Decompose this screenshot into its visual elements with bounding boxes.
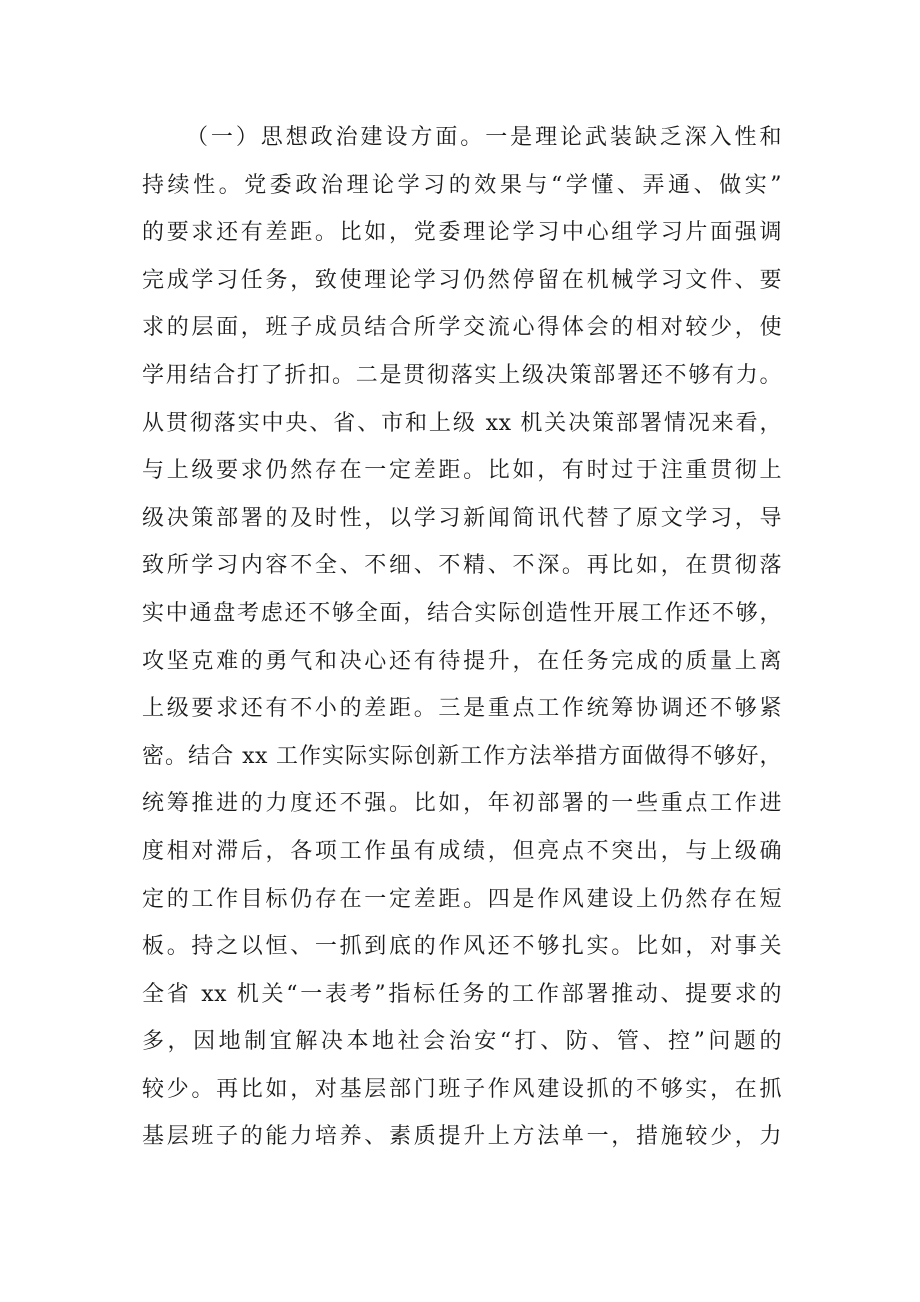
paragraph-line: 板。持之以恒、一抓到底的作风还不够扎实。比如，对事关 — [142, 934, 782, 960]
paragraph-line: 攻坚克难的勇气和决心还有待提升，在任务完成的质量上离 — [142, 648, 782, 674]
paragraph-line: 完成学习任务，致使理论学习仍然停留在机械学习文件、要 — [142, 267, 782, 293]
paragraph-line: 致所学习内容不全、不细、不精、不深。再比如，在贯彻落 — [142, 553, 782, 579]
paragraph-line: 从贯彻落实中央、省、市和上级 xx 机关决策部署情况来看， — [142, 410, 782, 436]
paragraph-line: 级决策部署的及时性，以学习新闻简讯代替了原文学习，导 — [142, 505, 782, 531]
paragraph-line: 的要求还有差距。比如，党委理论学习中心组学习片面强调 — [142, 220, 782, 246]
paragraph-line: 较少。再比如，对基层部门班子作风建设抓的不够实，在抓 — [142, 1076, 782, 1102]
paragraph-line: 多，因地制宜解决本地社会治安“打、防、管、控”问题的 — [142, 1029, 782, 1055]
paragraph-line: 学用结合打了折扣。二是贯彻落实上级决策部署还不够有力。 — [142, 362, 782, 388]
paragraph-line: 全省 xx 机关“一表考”指标任务的工作部署推动、提要求的 — [142, 981, 782, 1007]
paragraph-line: 求的层面，班子成员结合所学交流心得体会的相对较少，使 — [142, 315, 782, 341]
paragraph-line: 实中通盘考虑还不够全面，结合实际创造性开展工作还不够， — [142, 600, 782, 626]
paragraph-line: （一）思想政治建设方面。一是理论武装缺乏深入性和 — [186, 125, 782, 150]
paragraph-line: 统筹推进的力度还不强。比如，年初部署的一些重点工作进 — [142, 791, 782, 817]
paragraph-line: 上级要求还有不小的差距。三是重点工作统筹协调还不够紧 — [142, 696, 782, 722]
paragraph-line: 持续性。党委政治理论学习的效果与“学懂、弄通、做实” — [142, 172, 782, 198]
paragraph-line: 密。结合 xx 工作实际实际创新工作方法举措方面做得不够好， — [142, 743, 782, 769]
paragraph-line: 度相对滞后，各项工作虽有成绩，但亮点不突出，与上级确 — [142, 838, 782, 864]
paragraph-line: 定的工作目标仍存在一定差距。四是作风建设上仍然存在短 — [142, 886, 782, 912]
paragraph-line: 与上级要求仍然存在一定差距。比如，有时过于注重贯彻上 — [142, 458, 782, 484]
paragraph-line: 基层班子的能力培养、素质提升上方法单一，措施较少，力 — [142, 1124, 782, 1150]
body-paragraph — [142, 114, 782, 1161]
